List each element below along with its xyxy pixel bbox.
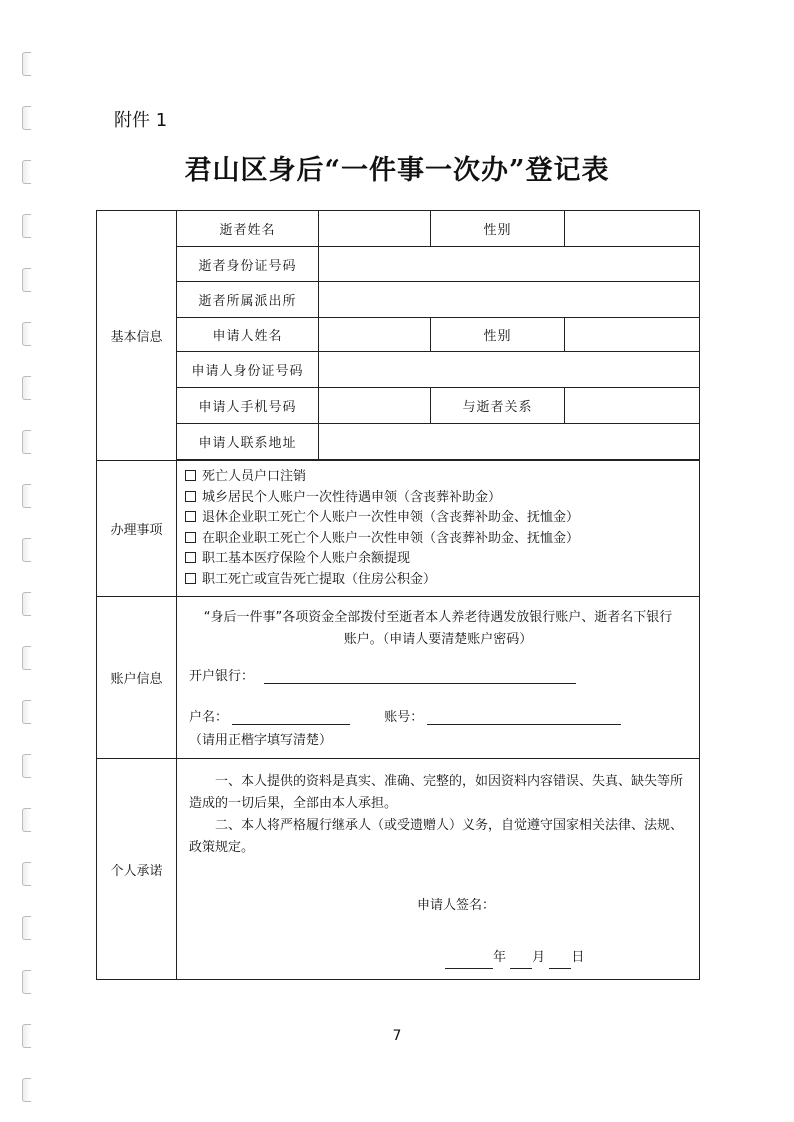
signature-row <box>189 895 687 917</box>
matter-label: 在职企业职工死亡个人账户一次性申领（含丧葬补助金、抚恤金） <box>202 530 580 546</box>
binder-hole <box>22 214 31 238</box>
field-police-station[interactable] <box>319 282 700 318</box>
binder-hole <box>22 916 31 940</box>
binder-hole <box>22 538 31 562</box>
field-deceased-id[interactable] <box>319 247 700 282</box>
matter-item[interactable] <box>185 467 691 488</box>
binder-hole <box>22 592 31 616</box>
matter-label: 城乡居民个人账户一次性待遇申领（含丧葬补助金） <box>202 489 502 505</box>
field-day[interactable] <box>549 954 571 969</box>
binder-hole <box>22 268 31 292</box>
bank-row <box>189 665 687 684</box>
account-cell <box>177 597 700 759</box>
section-matters: 办理事项 <box>97 461 177 597</box>
matter-item[interactable] <box>185 488 691 509</box>
matter-item[interactable] <box>185 508 691 529</box>
row-promise <box>97 759 700 980</box>
label-deceased-id: 逝者身份证号码 <box>177 247 319 282</box>
date-row <box>189 947 687 969</box>
row-account <box>97 597 700 759</box>
checkbox-icon[interactable] <box>185 511 196 522</box>
row-applicant-name <box>97 318 700 352</box>
matter-item[interactable] <box>185 549 691 570</box>
row-deceased-name <box>97 211 700 247</box>
page-title: 君山区身后“一件事一次办”登记表 <box>184 155 610 186</box>
checkbox-icon[interactable] <box>185 491 196 502</box>
field-bank[interactable] <box>264 669 576 684</box>
label-applicant-phone: 申请人手机号码 <box>177 388 319 424</box>
checkbox-icon[interactable] <box>185 532 196 543</box>
label-number: 账号： <box>384 710 424 725</box>
checkbox-icon[interactable] <box>185 573 196 584</box>
field-applicant-address[interactable] <box>319 424 700 460</box>
label-bank: 开户银行： <box>189 669 255 684</box>
binder-hole <box>22 862 31 886</box>
field-year[interactable] <box>445 954 493 969</box>
binder-hole <box>22 646 31 670</box>
promise-cell <box>177 759 700 980</box>
matter-item[interactable] <box>185 570 691 591</box>
binder-hole <box>22 376 31 400</box>
label-gender: 性别 <box>431 211 565 247</box>
matter-label: 职工死亡或宣告死亡提取（住房公积金） <box>202 571 437 587</box>
field-holder[interactable] <box>232 710 350 725</box>
matter-label: 退休企业职工死亡个人账户一次性申领（含丧葬补助金、抚恤金） <box>202 510 580 525</box>
row-applicant-id <box>97 352 700 388</box>
label-year: 年 <box>493 950 507 965</box>
field-number[interactable] <box>427 710 621 725</box>
matter-item[interactable] <box>185 529 691 550</box>
binder-hole <box>22 754 31 778</box>
label-applicant-id: 申请人身份证号码 <box>177 352 319 388</box>
field-applicant-gender[interactable] <box>565 318 700 352</box>
label-police-station: 逝者所属派出所 <box>177 282 319 318</box>
binder-hole <box>22 106 31 130</box>
attachment-label: 附件 1 <box>114 110 168 131</box>
row-applicant-phone <box>97 388 700 424</box>
section-basic-info: 基本信息 <box>97 211 177 461</box>
checkbox-icon[interactable] <box>185 552 196 563</box>
label-gender-2: 性别 <box>431 318 565 352</box>
account-intro: “身后一件事”各项资金全部拨付至逝者本人养老待遇发放银行账户、逝者名下银行账户。（申请人要清楚账户密码） <box>203 610 673 647</box>
field-relation[interactable] <box>565 388 700 424</box>
row-matters <box>97 461 700 597</box>
label-relation: 与逝者关系 <box>431 388 565 424</box>
field-applicant-phone[interactable] <box>319 388 431 424</box>
label-deceased-name: 逝者姓名 <box>177 211 319 247</box>
binder-hole <box>22 52 31 76</box>
label-signature: 申请人签名： <box>417 898 496 913</box>
section-promise: 个人承诺 <box>97 759 177 980</box>
binder-hole <box>22 808 31 832</box>
binder-hole <box>22 430 31 454</box>
binder-hole <box>22 700 31 724</box>
binder-hole <box>22 322 31 346</box>
label-applicant-address: 申请人联系地址 <box>177 424 319 460</box>
checkbox-icon[interactable] <box>185 470 196 481</box>
label-applicant-name: 申请人姓名 <box>177 318 319 352</box>
binder-hole <box>22 1078 31 1102</box>
field-deceased-gender[interactable] <box>565 211 700 247</box>
matters-checklist <box>177 461 700 597</box>
label-day: 日 <box>571 950 585 965</box>
section-account: 账户信息 <box>97 597 177 759</box>
fill-hint: （请用正楷字填写清楚） <box>189 733 333 748</box>
field-month[interactable] <box>510 954 532 969</box>
row-police-station <box>97 282 700 318</box>
registration-form <box>96 210 700 980</box>
binder-hole <box>22 970 31 994</box>
row-applicant-address <box>97 424 700 460</box>
binder-hole <box>22 484 31 508</box>
field-applicant-name[interactable] <box>319 318 431 352</box>
field-deceased-name[interactable] <box>319 211 431 247</box>
label-month: 月 <box>532 950 546 965</box>
promise-paragraph-1: 一、本人提供的资料是真实、准确、完整的，如因资料内容错误、失真、缺失等所造成的一切后果，全部由本人承担。 <box>189 774 684 811</box>
matter-label: 死亡人员户口注销 <box>202 469 307 484</box>
page-number: 7 <box>392 1028 402 1044</box>
field-applicant-id[interactable] <box>319 352 700 388</box>
promise-paragraph-2: 二、本人将严格履行继承人（或受遗赠人）义务，自觉遵守国家相关法律、法规、政策规定。 <box>189 818 684 855</box>
matter-label: 职工基本医疗保险个人账户余额提现 <box>202 551 411 566</box>
holder-row <box>189 706 687 725</box>
label-holder: 户名： <box>189 710 229 725</box>
row-deceased-id <box>97 247 700 282</box>
